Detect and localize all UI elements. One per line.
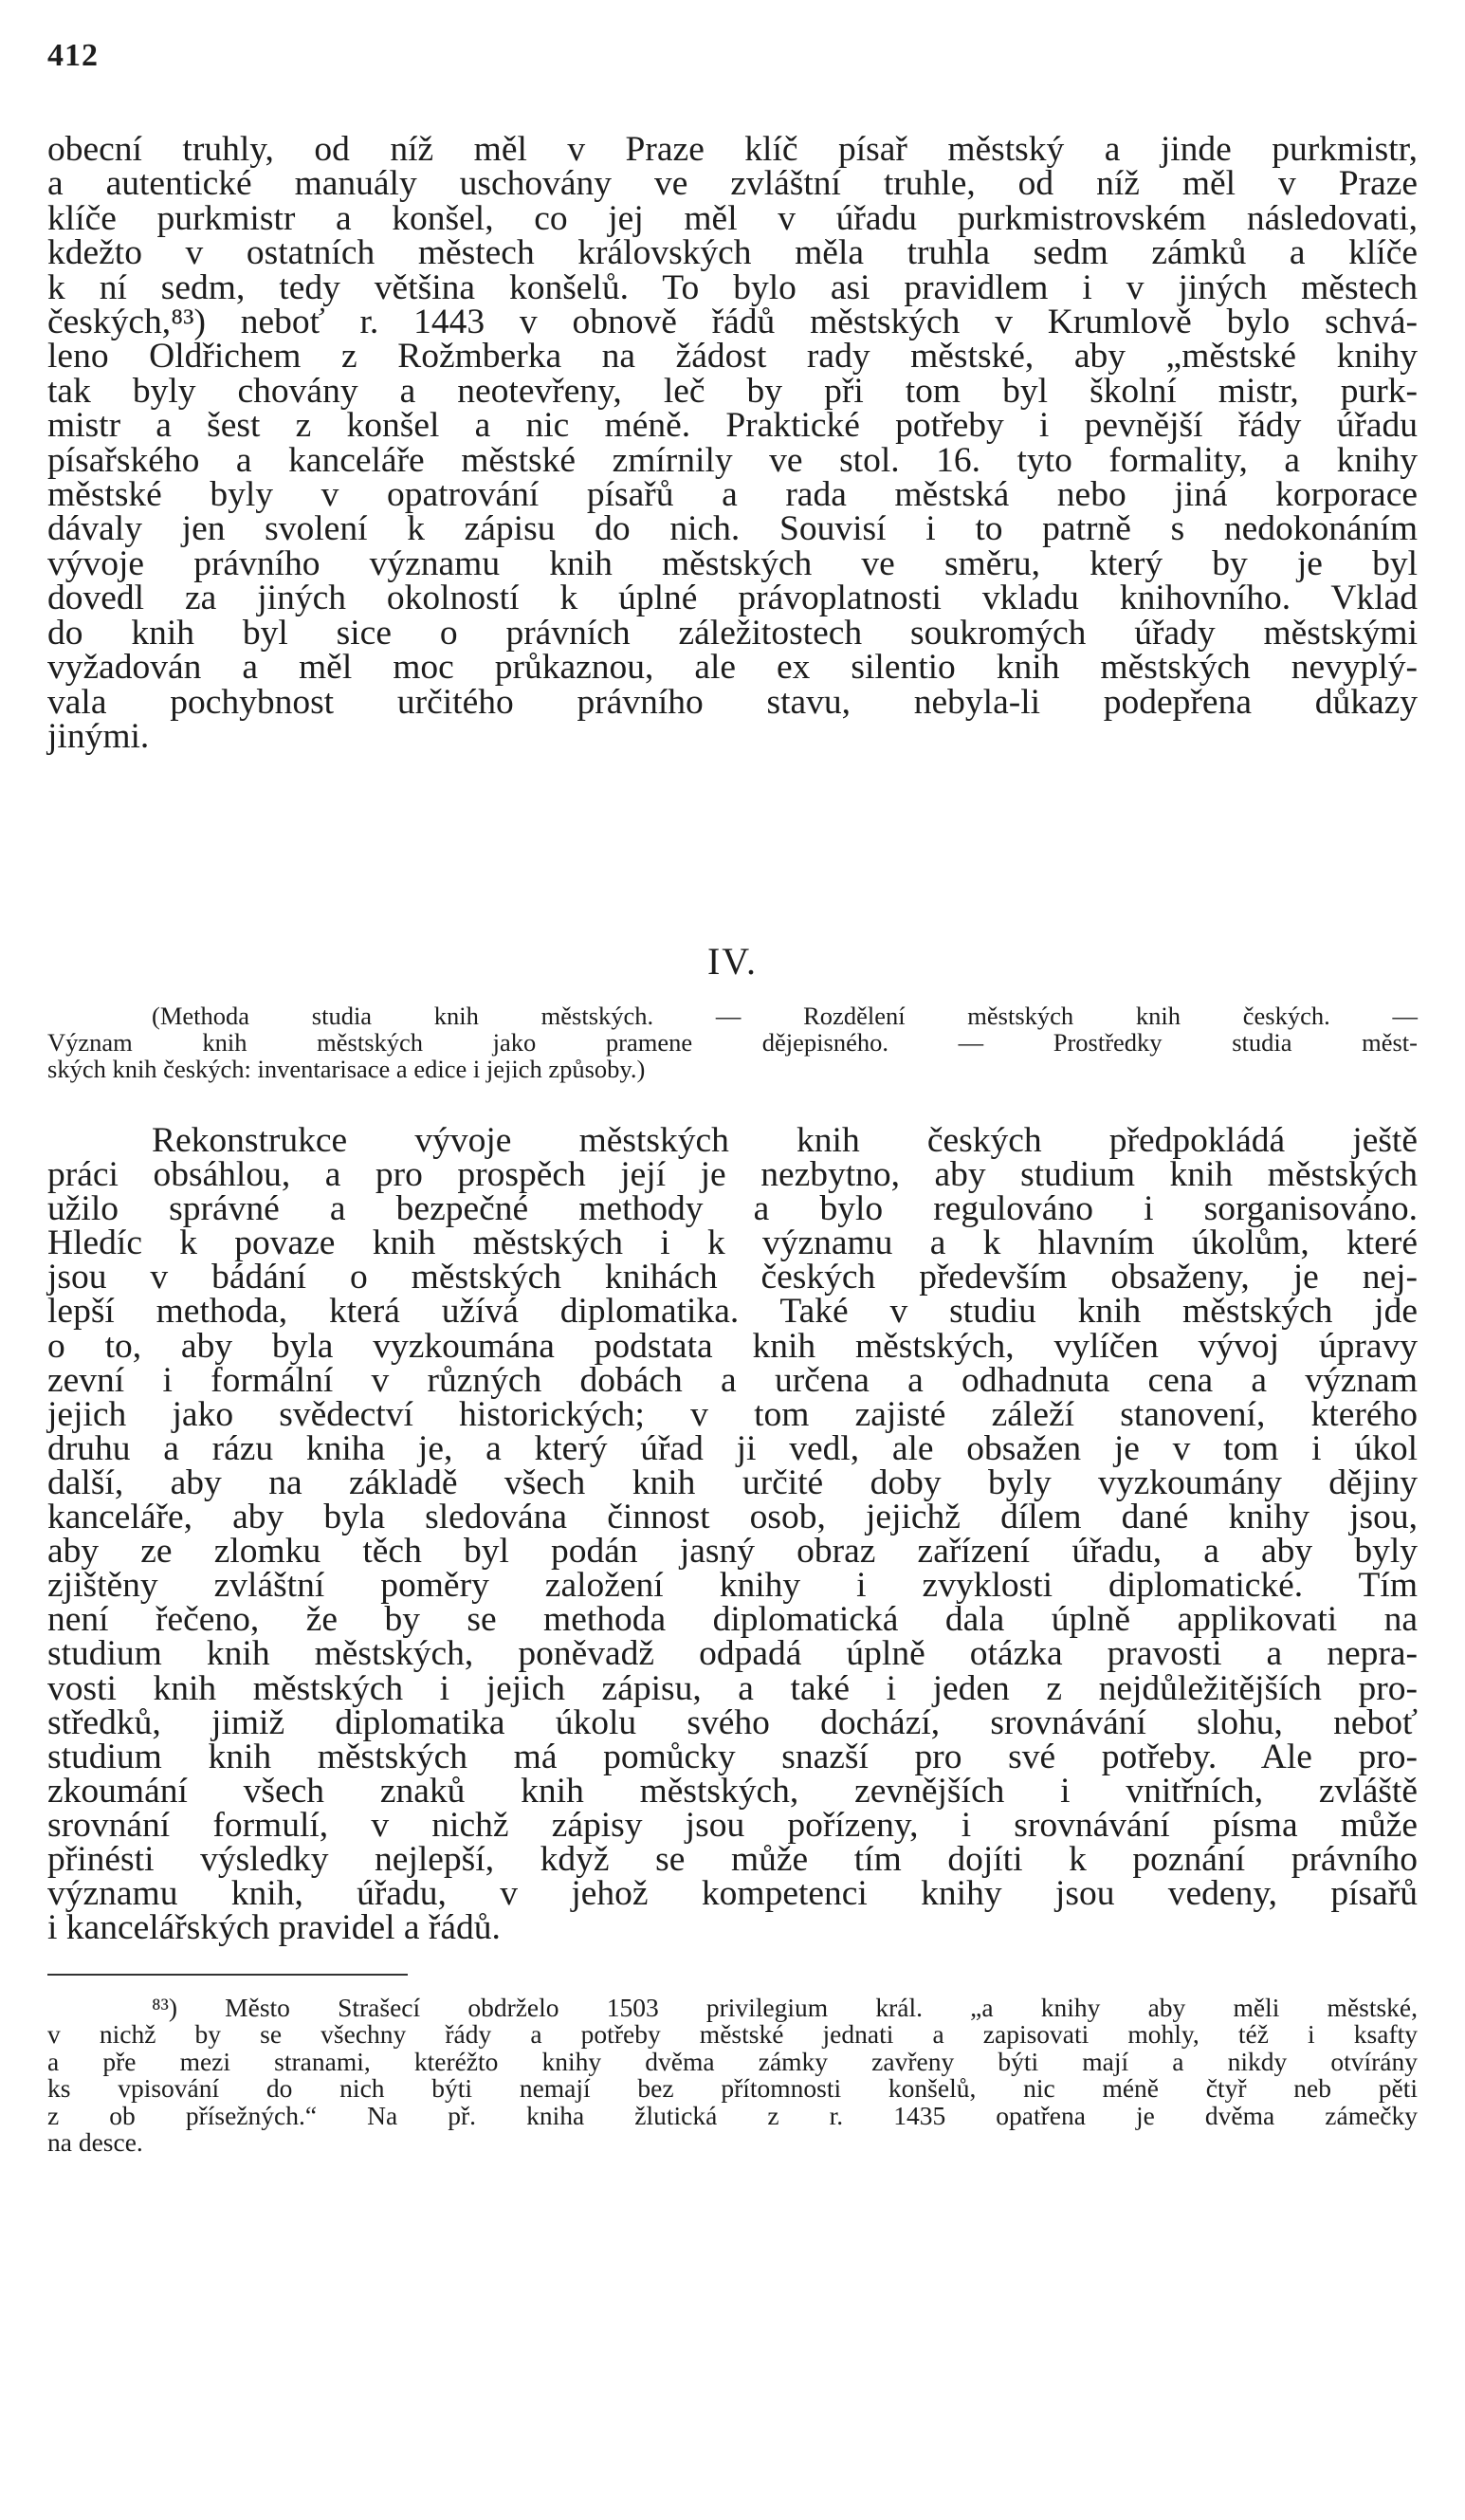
text-line: studium knih městských má pomůcky snazší pro své potřeby. Ale pro-	[47, 1737, 1418, 1776]
text-line: Hledíc k povaze knih městských i k významu a k hlavním úkolům, které	[47, 1223, 1418, 1263]
page-number: 412	[47, 38, 99, 73]
text-line: Rekonstrukce vývoje městských knih českých předpokládá ještě	[152, 1121, 1418, 1160]
text-line: písařského a kanceláře městské zmírnily ve stol. 16. tyto formality, a knihy	[47, 440, 1418, 480]
text-line: není řečeno, že by se methoda diplomatická dala úplně applikovati na	[47, 1600, 1418, 1640]
text-line: vosti knih městských i jejich zápisu, a také i jeden z nejdůležitějších pro-	[47, 1668, 1418, 1708]
text-line: kanceláře, aby byla sledována činnost osob, jejichž dílem dané knihy jsou,	[47, 1498, 1418, 1537]
text-line: užilo správné a bezpečné methody a bylo regulováno i sorganisováno.	[47, 1189, 1418, 1229]
text-line: mistr a šest z konšel a nic méně. Praktické potřeby i pevnější řády úřadu	[47, 406, 1418, 446]
footnote-divider	[47, 1974, 408, 1976]
text-line: dávaly jen svolení k zápisu do nich. Souvisí i to patrně s nedokonáním	[47, 509, 1418, 549]
text-line: klíče purkmistr a konšel, co jej měl v úřadu purkmistrovském následovati,	[47, 198, 1418, 238]
text-line: zjištěny zvláštní poměry založení knihy i zvyklosti diplomatické. Tím	[47, 1566, 1418, 1606]
text-line: srovnání formulí, v nichž zápisy jsou pořízeny, i srovnávání písma může	[47, 1805, 1418, 1845]
text-line: i kancelářských pravidel a řádů.	[47, 1908, 501, 1948]
text-line: aby ze zlomku těch byl podán jasný obraz zařízení úřadu, a aby byly	[47, 1532, 1418, 1572]
text-line: středků, jimiž diplomatika úkolu svého dochází, srovnávání slohu, neboť	[47, 1702, 1418, 1742]
section-synopsis	[47, 1002, 1418, 1082]
text-line: vyžadován a měl moc průkaznou, ale ex silentio knih městských nevyplý-	[47, 648, 1418, 688]
synopsis-line: (Methoda studia knih městských. — Rozdělení městských knih českých. —	[152, 1002, 1418, 1030]
text-line: městské byly v opatrování písařů a rada městská nebo jiná korporace	[47, 475, 1418, 515]
text-line: obecní truhly, od níž měl v Praze klíč písař městský a jinde purkmistr,	[47, 130, 1418, 169]
footnote-line: ⁸³) Město Strašecí obdrželo 1503 privilegium král. „a knihy aby měli městské,	[152, 1993, 1418, 2022]
text-line: tak byly chovány a neotevřeny, leč by při tom byl školní mistr, purk-	[47, 371, 1418, 411]
text-line: a autentické manuály uschovány ve zvláštní truhle, od níž měl v Praze	[47, 164, 1418, 204]
synopsis-line: Význam knih městských jako pramene dějepisného. — Prostředky studia měst-	[47, 1028, 1418, 1057]
synopsis-line: ských knih českých: inventarisace a edice i jejich způsoby.)	[47, 1055, 646, 1083]
footnote-line: ks vpisování do nich býti nemají bez přítomnosti konšelů, nic méně čtyř neb pěti	[47, 2073, 1418, 2104]
text-line: jsou v bádání o městských knihách českých především obsaženy, je nej-	[47, 1258, 1418, 1297]
body-paragraph	[47, 130, 1418, 756]
text-line: zevní i formální v různých dobách a určena a odhadnuta cena a význam	[47, 1360, 1418, 1400]
footnote-line: na desce.	[47, 2127, 143, 2158]
text-line: jejich jako svědectví historických; v tom zajisté záleží stanovení, kterého	[47, 1394, 1418, 1434]
text-line: leno Oldřichem z Rožmberka na žádost rady městské, aby „městské knihy	[47, 337, 1418, 377]
footnote-line: a pře mezi stranami, kteréžto knihy dvěma zámky zavřeny býti mají a nikdy otvírány	[47, 2046, 1418, 2076]
text-line: druhu a rázu kniha je, a který úřad ji vedl, ale obsažen je v tom i úkol	[47, 1428, 1418, 1468]
text-line: jinými.	[47, 716, 150, 756]
text-line: vala pochybnost určitého právního stavu, nebyla-li podepřena důkazy	[47, 682, 1418, 722]
text-line: kdežto v ostatních městech královských měla truhla sedm zámků a klíče	[47, 233, 1418, 273]
footnote-line: v nichž by se všechny řády a potřeby městské jednati a zapisovati mohly, též i ksafty	[47, 2019, 1418, 2050]
footnote	[47, 1995, 1418, 2156]
text-line: další, aby na základě všech knih určité doby byly vyzkoumány dějiny	[47, 1462, 1418, 1502]
text-line: vývoje právního významu knih městských ve směru, který by je byl	[47, 543, 1418, 583]
text-line: do knih byl sice o právních záležitostech soukromých úřady městskými	[47, 613, 1418, 653]
text-line: studium knih městských, poněvadž odpadá úplně otázka pravosti a nepra-	[47, 1634, 1418, 1674]
text-line: významu knih, úřadu, v jehož kompetenci knihy jsou vedeny, písařů	[47, 1874, 1418, 1914]
text-line: práci obsáhlou, a pro prospěch její je nezbytno, aby studium knih městských	[47, 1155, 1418, 1195]
text-line: českých,⁸³) neboť r. 1443 v obnově řádů městských v Krumlově bylo schvá-	[47, 303, 1418, 342]
text-line: přinésti výsledky nejlepší, když se může tím dojíti k poznání právního	[47, 1839, 1418, 1879]
text-line: zkoumání všech znaků knih městských, zevnějších i vnitřních, zvláště	[47, 1771, 1418, 1811]
text-line: o to, aby byla vyzkoumána podstata knih městských, vylíčen vývoj úpravy	[47, 1326, 1418, 1366]
section-paragraph	[47, 1121, 1418, 1948]
text-line: k ní sedm, tedy většina konšelů. To bylo asi pravidlem i v jiných městech	[47, 267, 1418, 307]
footnote-line: z ob přísežných.“ Na př. kniha žlutická z r. 1435 opatřena je dvěma zámečky	[47, 2100, 1418, 2130]
text-line: dovedl za jiných okolností k úplné právoplatnosti vkladu knihovního. Vklad	[47, 579, 1418, 618]
section-heading: IV.	[706, 940, 759, 983]
text-line: lepší methoda, která užívá diplomatika. Také v studiu knih městských jde	[47, 1292, 1418, 1332]
